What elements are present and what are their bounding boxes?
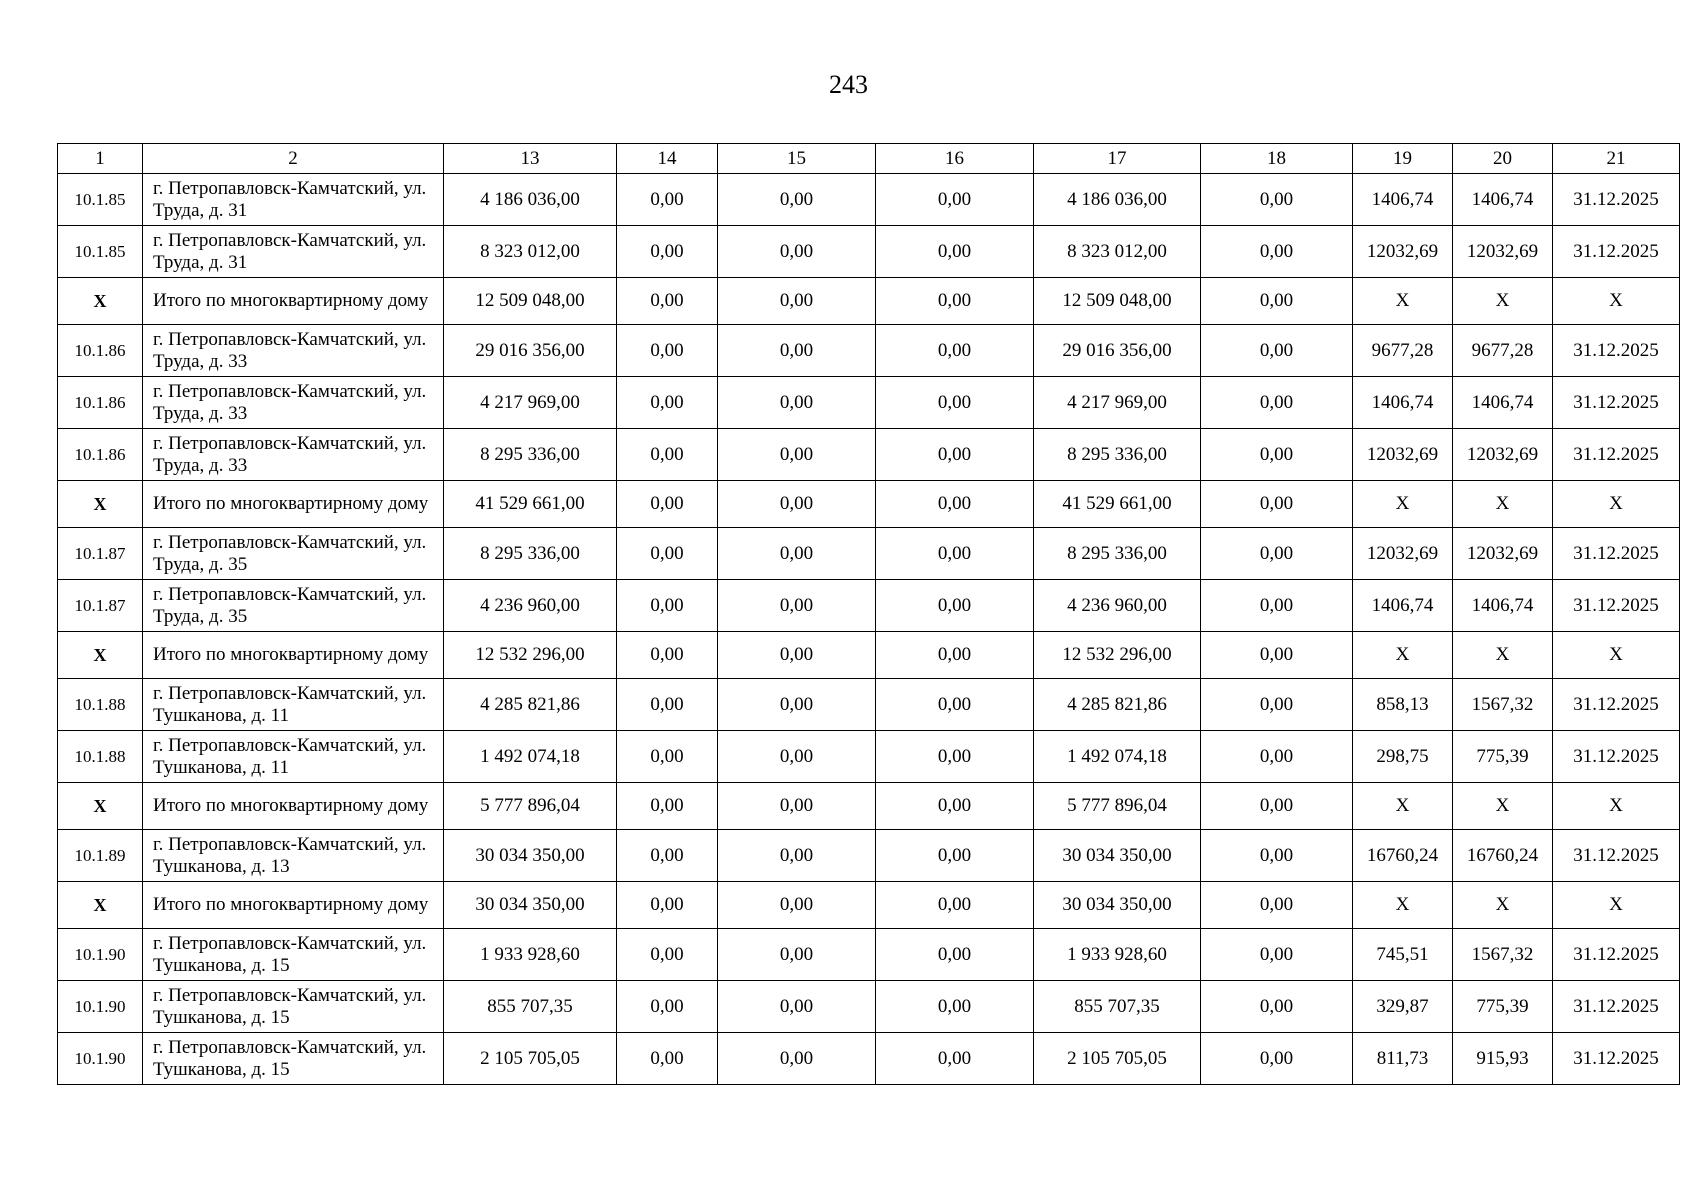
column-header: 16 [876,144,1034,174]
table-row [58,377,1680,429]
row-id: 10.1.85 [58,226,143,278]
amount-col-13: 12 532 296,00 [444,632,617,679]
deadline-date: 31.12.2025 [1553,580,1680,632]
amount-col-15: 0,00 [718,783,876,830]
value-col-19: 858,13 [1353,679,1453,731]
row-id: X [58,481,143,528]
amount-col-18: 0,00 [1201,1033,1353,1085]
value-col-20: 12032,69 [1453,429,1553,481]
amount-col-16: 0,00 [876,830,1034,882]
amount-col-13: 12 509 048,00 [444,278,617,325]
value-col-20: X [1453,882,1553,929]
amount-col-14: 0,00 [617,174,718,226]
amount-col-13: 4 217 969,00 [444,377,617,429]
amount-col-15: 0,00 [718,377,876,429]
deadline-date: X [1553,481,1680,528]
address: г. Петропавловск-Камчатский, ул. Тушканова, д. 11 [143,679,444,731]
deadline-date: X [1553,278,1680,325]
amount-col-15: 0,00 [718,481,876,528]
value-col-20: X [1453,783,1553,830]
deadline-date: X [1553,882,1680,929]
address: г. Петропавловск-Камчатский, ул. Труда, д. 33 [143,377,444,429]
amount-col-18: 0,00 [1201,882,1353,929]
amount-col-13: 1 492 074,18 [444,731,617,783]
value-col-19: 1406,74 [1353,377,1453,429]
value-col-20: 1406,74 [1453,377,1553,429]
deadline-date: 31.12.2025 [1553,731,1680,783]
amount-col-16: 0,00 [876,325,1034,377]
table-row [58,981,1680,1033]
value-col-20: 12032,69 [1453,528,1553,580]
value-col-19: X [1353,278,1453,325]
amount-col-14: 0,00 [617,679,718,731]
amount-col-16: 0,00 [876,882,1034,929]
total-row [58,783,1680,830]
table-row [58,429,1680,481]
amount-col-18: 0,00 [1201,429,1353,481]
amount-col-18: 0,00 [1201,226,1353,278]
amount-col-15: 0,00 [718,226,876,278]
address: Итого по многоквартирному дому [143,278,444,325]
value-col-20: 1567,32 [1453,929,1553,981]
amount-col-17: 29 016 356,00 [1034,325,1201,377]
page-number: 243 [829,70,868,99]
address: Итого по многоквартирному дому [143,783,444,830]
value-col-20: X [1453,632,1553,679]
amount-col-13: 41 529 661,00 [444,481,617,528]
amount-col-15: 0,00 [718,981,876,1033]
value-col-19: 811,73 [1353,1033,1453,1085]
amount-col-13: 5 777 896,04 [444,783,617,830]
address: г. Петропавловск-Камчатский, ул. Труда, д. 35 [143,580,444,632]
table-row [58,1033,1680,1085]
amount-col-13: 8 323 012,00 [444,226,617,278]
amount-col-18: 0,00 [1201,632,1353,679]
address: г. Петропавловск-Камчатский, ул. Труда, д. 33 [143,325,444,377]
row-id: X [58,632,143,679]
value-col-19: 298,75 [1353,731,1453,783]
amount-col-13: 30 034 350,00 [444,830,617,882]
row-id: 10.1.86 [58,325,143,377]
amount-col-15: 0,00 [718,632,876,679]
deadline-date: 31.12.2025 [1553,1033,1680,1085]
amount-col-14: 0,00 [617,981,718,1033]
deadline-date: X [1553,632,1680,679]
amount-col-15: 0,00 [718,580,876,632]
amount-col-14: 0,00 [617,377,718,429]
column-header: 18 [1201,144,1353,174]
amount-col-14: 0,00 [617,580,718,632]
amount-col-18: 0,00 [1201,325,1353,377]
deadline-date: 31.12.2025 [1553,981,1680,1033]
amount-col-15: 0,00 [718,830,876,882]
amount-col-17: 4 217 969,00 [1034,377,1201,429]
value-col-19: 745,51 [1353,929,1453,981]
amount-col-16: 0,00 [876,632,1034,679]
amount-col-16: 0,00 [876,929,1034,981]
amount-col-14: 0,00 [617,929,718,981]
amount-col-15: 0,00 [718,528,876,580]
amount-col-18: 0,00 [1201,481,1353,528]
row-id: X [58,882,143,929]
amount-col-17: 30 034 350,00 [1034,882,1201,929]
amount-col-13: 8 295 336,00 [444,429,617,481]
amount-col-16: 0,00 [876,226,1034,278]
total-row [58,278,1680,325]
value-col-19: X [1353,882,1453,929]
amount-col-17: 8 323 012,00 [1034,226,1201,278]
table-row [58,580,1680,632]
column-header: 2 [143,144,444,174]
address: Итого по многоквартирному дому [143,632,444,679]
amount-col-18: 0,00 [1201,981,1353,1033]
amount-col-17: 1 933 928,60 [1034,929,1201,981]
value-col-20: 9677,28 [1453,325,1553,377]
amount-col-17: 12 509 048,00 [1034,278,1201,325]
amount-col-15: 0,00 [718,1033,876,1085]
amount-col-18: 0,00 [1201,377,1353,429]
column-header: 19 [1353,144,1453,174]
column-header: 21 [1553,144,1680,174]
deadline-date: 31.12.2025 [1553,325,1680,377]
value-col-19: X [1353,783,1453,830]
value-col-19: 16760,24 [1353,830,1453,882]
amount-col-14: 0,00 [617,325,718,377]
row-id: 10.1.87 [58,580,143,632]
table-row [58,929,1680,981]
value-col-20: 775,39 [1453,981,1553,1033]
table-row [58,679,1680,731]
row-id: 10.1.90 [58,981,143,1033]
amount-col-18: 0,00 [1201,528,1353,580]
value-col-19: 1406,74 [1353,174,1453,226]
address: г. Петропавловск-Камчатский, ул. Тушканова, д. 13 [143,830,444,882]
address: г. Петропавловск-Камчатский, ул. Тушканова, д. 15 [143,981,444,1033]
row-id: 10.1.87 [58,528,143,580]
value-col-19: 329,87 [1353,981,1453,1033]
value-col-20: 1406,74 [1453,174,1553,226]
table-row [58,830,1680,882]
value-col-19: X [1353,632,1453,679]
amount-col-14: 0,00 [617,731,718,783]
value-col-20: 16760,24 [1453,830,1553,882]
amount-col-15: 0,00 [718,679,876,731]
deadline-date: 31.12.2025 [1553,528,1680,580]
amount-col-18: 0,00 [1201,278,1353,325]
amount-col-14: 0,00 [617,1033,718,1085]
amount-col-13: 2 105 705,05 [444,1033,617,1085]
column-header: 15 [718,144,876,174]
amount-col-13: 1 933 928,60 [444,929,617,981]
value-col-20: X [1453,481,1553,528]
value-col-19: 9677,28 [1353,325,1453,377]
amount-col-14: 0,00 [617,481,718,528]
amount-col-17: 855 707,35 [1034,981,1201,1033]
row-id: 10.1.86 [58,377,143,429]
address: г. Петропавловск-Камчатский, ул. Труда, д. 31 [143,174,444,226]
row-id: 10.1.85 [58,174,143,226]
table-body [58,144,1680,1085]
amount-col-15: 0,00 [718,429,876,481]
deadline-date: 31.12.2025 [1553,174,1680,226]
amount-col-13: 30 034 350,00 [444,882,617,929]
amount-col-16: 0,00 [876,783,1034,830]
amount-col-16: 0,00 [876,679,1034,731]
amount-col-15: 0,00 [718,174,876,226]
value-col-20: X [1453,278,1553,325]
address: г. Петропавловск-Камчатский, ул. Труда, д. 35 [143,528,444,580]
total-row [58,481,1680,528]
amount-col-17: 30 034 350,00 [1034,830,1201,882]
amount-col-18: 0,00 [1201,731,1353,783]
amount-col-18: 0,00 [1201,174,1353,226]
address: г. Петропавловск-Камчатский, ул. Труда, д. 31 [143,226,444,278]
amount-col-14: 0,00 [617,429,718,481]
row-id: 10.1.88 [58,679,143,731]
table-row [58,528,1680,580]
column-header: 14 [617,144,718,174]
amount-col-15: 0,00 [718,325,876,377]
amount-col-18: 0,00 [1201,580,1353,632]
deadline-date: 31.12.2025 [1553,429,1680,481]
deadline-date: 31.12.2025 [1553,226,1680,278]
amount-col-18: 0,00 [1201,929,1353,981]
amount-col-16: 0,00 [876,481,1034,528]
deadline-date: 31.12.2025 [1553,377,1680,429]
amount-col-16: 0,00 [876,429,1034,481]
amount-col-17: 4 186 036,00 [1034,174,1201,226]
amount-col-13: 29 016 356,00 [444,325,617,377]
amount-col-18: 0,00 [1201,830,1353,882]
address: г. Петропавловск-Камчатский, ул. Тушканова, д. 11 [143,731,444,783]
value-col-19: 12032,69 [1353,429,1453,481]
amount-col-16: 0,00 [876,981,1034,1033]
amount-col-15: 0,00 [718,731,876,783]
amount-col-15: 0,00 [718,929,876,981]
address: Итого по многоквартирному дому [143,481,444,528]
value-col-19: X [1353,481,1453,528]
address: г. Петропавловск-Камчатский, ул. Тушканова, д. 15 [143,1033,444,1085]
value-col-19: 1406,74 [1353,580,1453,632]
deadline-date: 31.12.2025 [1553,830,1680,882]
amount-col-16: 0,00 [876,377,1034,429]
amount-col-13: 4 186 036,00 [444,174,617,226]
amount-col-13: 4 285 821,86 [444,679,617,731]
amount-col-16: 0,00 [876,580,1034,632]
column-header: 17 [1034,144,1201,174]
amount-col-15: 0,00 [718,882,876,929]
amount-col-17: 4 236 960,00 [1034,580,1201,632]
amount-col-14: 0,00 [617,226,718,278]
address: г. Петропавловск-Камчатский, ул. Труда, д. 33 [143,429,444,481]
amount-col-16: 0,00 [876,528,1034,580]
amount-col-14: 0,00 [617,528,718,580]
row-id: 10.1.90 [58,929,143,981]
amount-col-17: 2 105 705,05 [1034,1033,1201,1085]
amount-col-14: 0,00 [617,278,718,325]
table-row [58,731,1680,783]
row-id: X [58,783,143,830]
amount-col-13: 8 295 336,00 [444,528,617,580]
value-col-20: 12032,69 [1453,226,1553,278]
amount-col-14: 0,00 [617,830,718,882]
column-header: 20 [1453,144,1553,174]
amount-col-17: 4 285 821,86 [1034,679,1201,731]
total-row [58,882,1680,929]
value-col-19: 12032,69 [1353,226,1453,278]
deadline-date: 31.12.2025 [1553,679,1680,731]
amount-col-16: 0,00 [876,174,1034,226]
row-id: 10.1.88 [58,731,143,783]
amount-col-13: 855 707,35 [444,981,617,1033]
value-col-20: 1567,32 [1453,679,1553,731]
value-col-19: 12032,69 [1353,528,1453,580]
row-id: X [58,278,143,325]
amount-col-18: 0,00 [1201,679,1353,731]
amount-col-16: 0,00 [876,731,1034,783]
row-id: 10.1.86 [58,429,143,481]
column-header: 13 [444,144,617,174]
amount-col-17: 5 777 896,04 [1034,783,1201,830]
table-row [58,226,1680,278]
amount-col-14: 0,00 [617,632,718,679]
deadline-date: 31.12.2025 [1553,929,1680,981]
row-id: 10.1.89 [58,830,143,882]
amount-col-17: 12 532 296,00 [1034,632,1201,679]
address: г. Петропавловск-Камчатский, ул. Тушканова, д. 15 [143,929,444,981]
data-table [57,143,1680,1085]
value-col-20: 775,39 [1453,731,1553,783]
amount-col-17: 41 529 661,00 [1034,481,1201,528]
value-col-20: 915,93 [1453,1033,1553,1085]
amount-col-17: 8 295 336,00 [1034,528,1201,580]
amount-col-16: 0,00 [876,1033,1034,1085]
amount-col-16: 0,00 [876,278,1034,325]
header-row [58,144,1680,174]
row-id: 10.1.90 [58,1033,143,1085]
amount-col-18: 0,00 [1201,783,1353,830]
amount-col-17: 8 295 336,00 [1034,429,1201,481]
table-row [58,325,1680,377]
amount-col-17: 1 492 074,18 [1034,731,1201,783]
deadline-date: X [1553,783,1680,830]
column-header: 1 [58,144,143,174]
amount-col-15: 0,00 [718,278,876,325]
address: Итого по многоквартирному дому [143,882,444,929]
amount-col-13: 4 236 960,00 [444,580,617,632]
amount-col-14: 0,00 [617,882,718,929]
total-row [58,632,1680,679]
table-row [58,174,1680,226]
value-col-20: 1406,74 [1453,580,1553,632]
amount-col-14: 0,00 [617,783,718,830]
